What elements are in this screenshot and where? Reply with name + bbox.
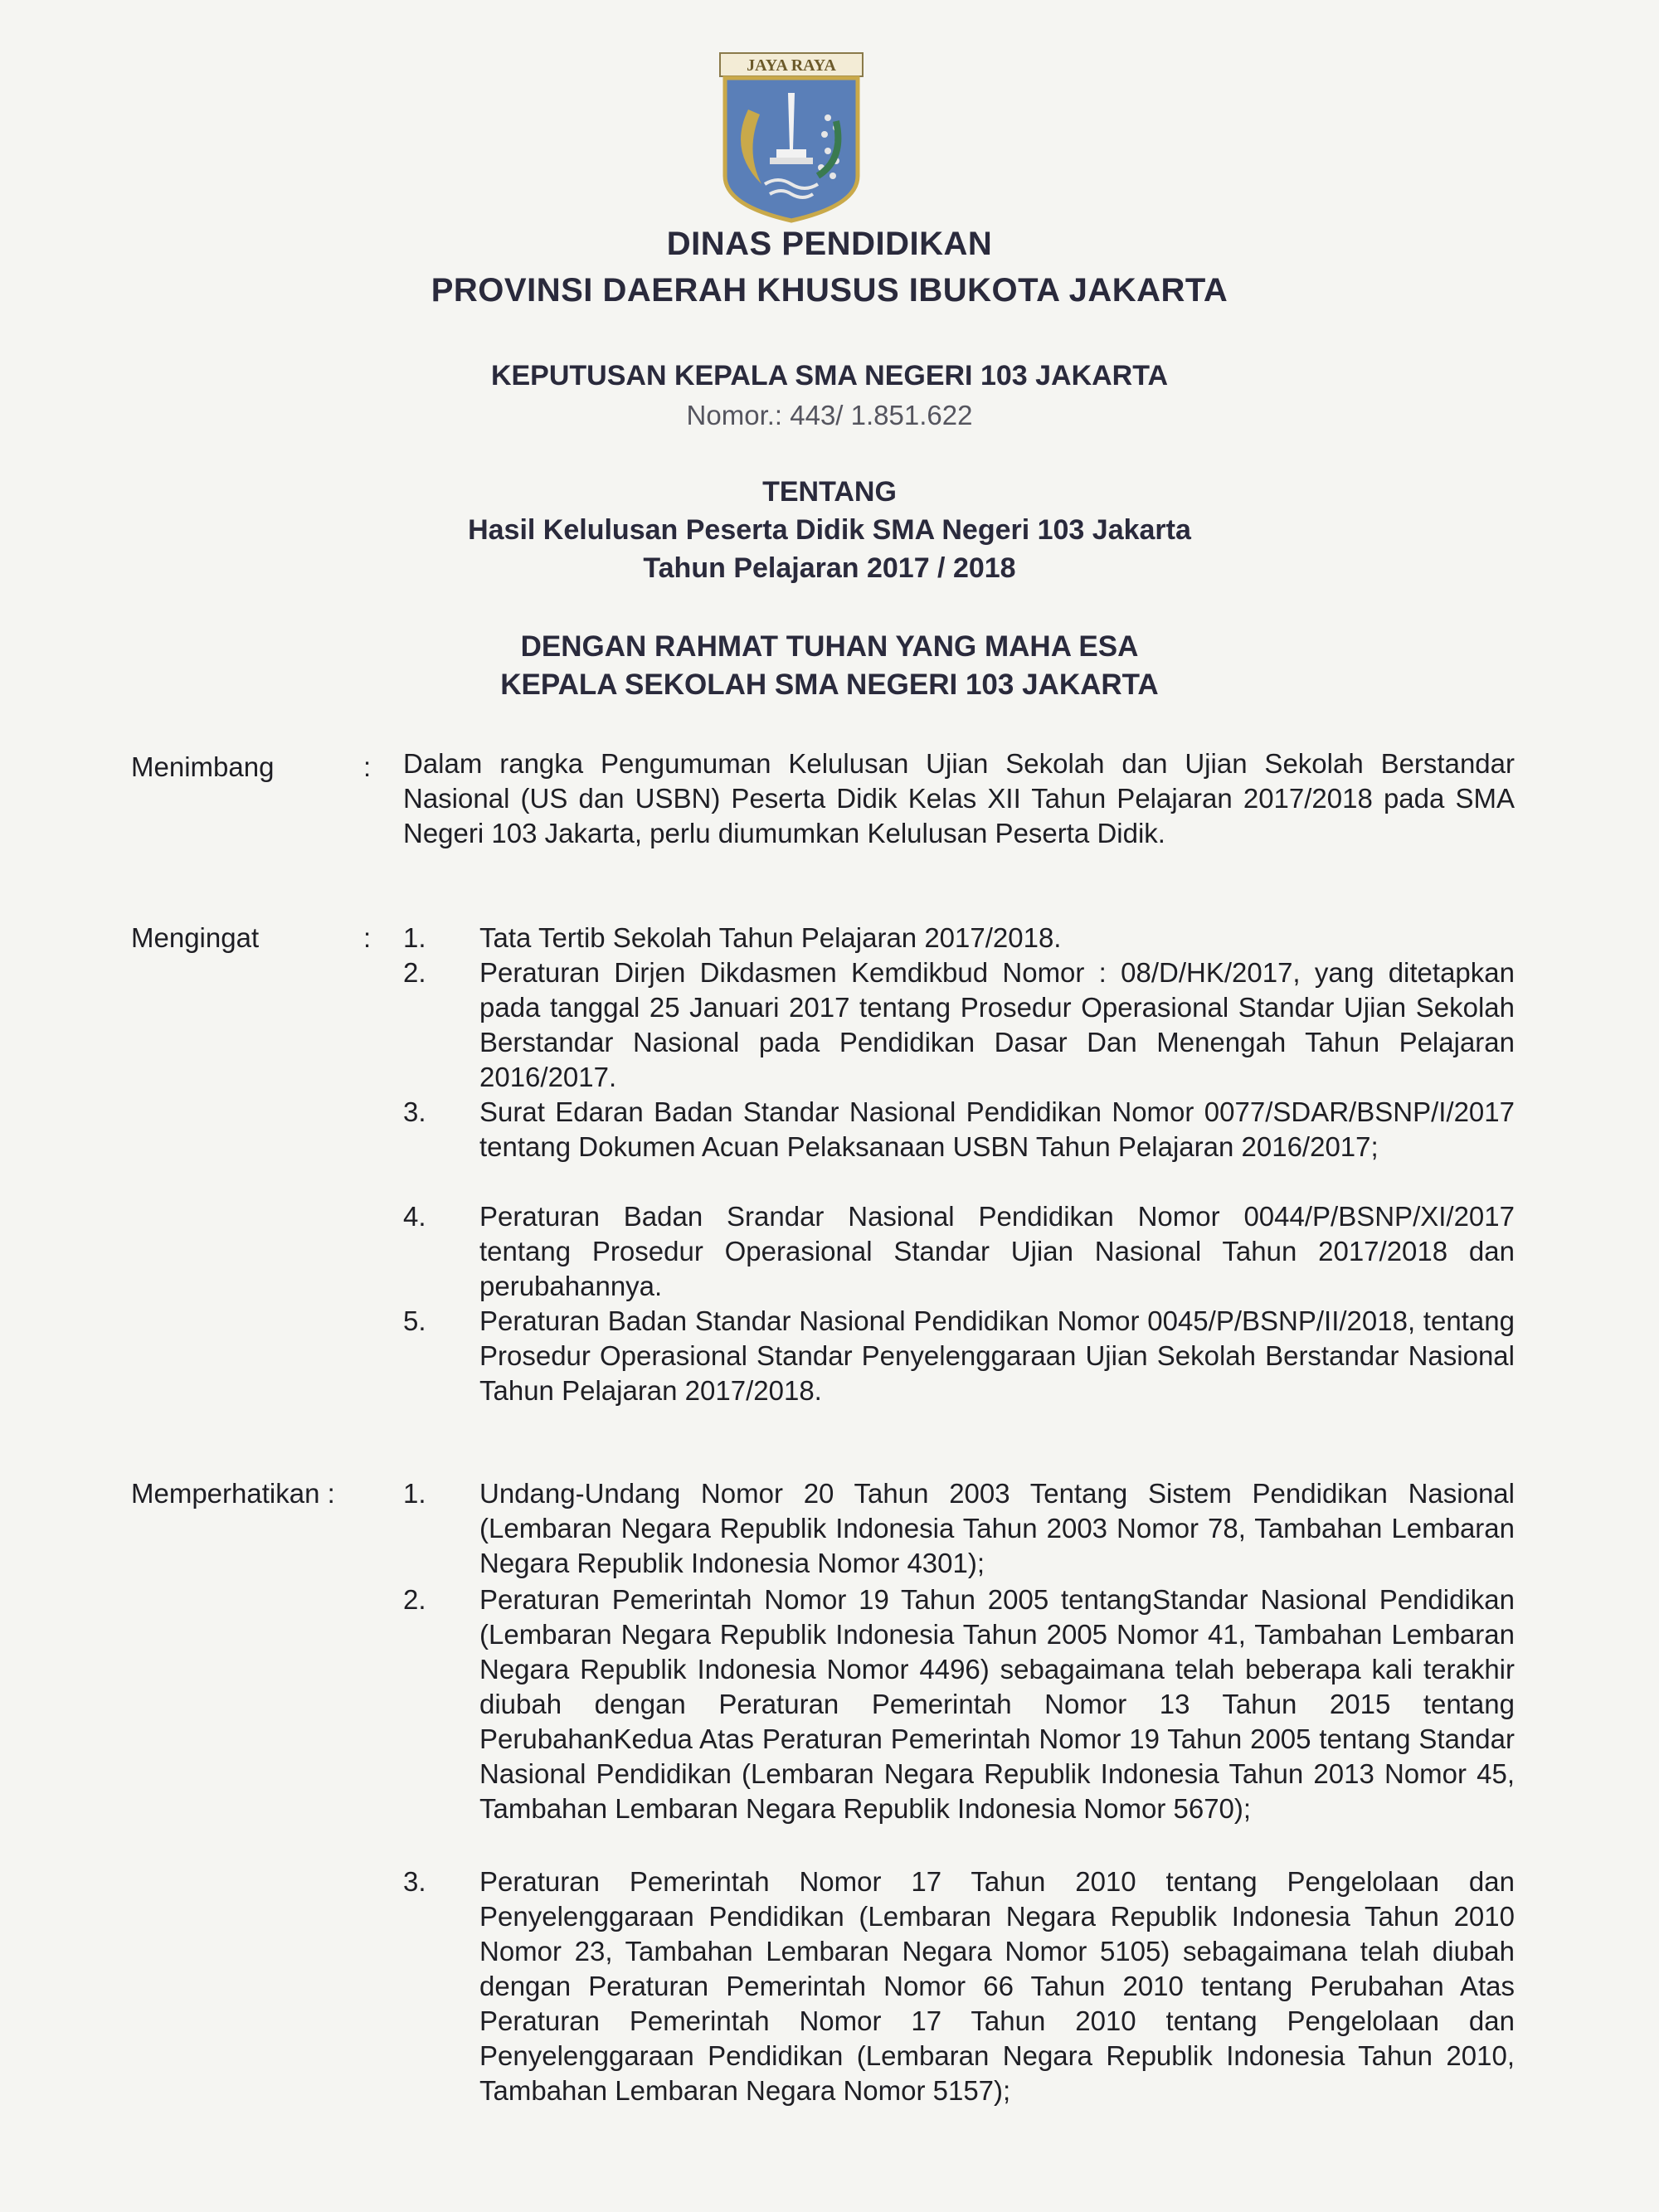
memperhatikan-item-1-number: 1. — [403, 1478, 426, 1509]
mengingat-item-3-text: Surat Edaran Badan Standar Nasional Pendidikan Nomor 0077/SDAR/BSNP/I/2017 tentang Dokumen Acuan Pelaksanaan USBN Tahun Pelajaran 2016/2017; — [479, 1096, 1515, 1162]
invocation-line1: DENGAN RAHMAT TUHAN YANG MAHA ESA — [520, 630, 1139, 663]
emblem-banner-text: JAYA RAYA — [747, 56, 836, 75]
mengingat-item-2-number: 2. — [403, 957, 426, 988]
decree-title: KEPUTUSAN KEPALA SMA NEGERI 103 JAKARTA — [490, 360, 1169, 391]
about-label: TENTANG — [762, 476, 897, 508]
mengingat-item-1-number: 1. — [403, 922, 426, 953]
mengingat-colon: : — [363, 922, 372, 953]
mengingat-item-4-text: Peraturan Badan Srandar Nasional Pendidikan Nomor 0044/P/BSNP/XI/2017 tentang Prosedur Operasional Standar Ujian Nasional Tahun 2017/2018 dan perubahannya. — [479, 1201, 1515, 1301]
agency-name-line2: PROVINSI DAERAH KHUSUS IBUKOTA JAKARTA — [431, 272, 1228, 309]
menimbang-label: Menimbang — [131, 751, 275, 782]
mengingat-item-1-text: Tata Tertib Sekolah Tahun Pelajaran 2017/2018. — [479, 922, 1062, 953]
menimbang-text: Dalam rangka Pengumuman Kelulusan Ujian Sekolah dan Ujian Sekolah Berstandar Nasional (US dan USBN) Peserta Didik Kelas XII Tahun Pelajaran 2017/2018 pada SMA Negeri 103 Jakarta, perlu diumumkan Kelulusan Peserta Didik. — [403, 748, 1515, 848]
invocation-line2: KEPALA SEKOLAH SMA NEGERI 103 JAKARTA — [500, 668, 1159, 701]
mengingat-item-3-number: 3. — [403, 1096, 426, 1127]
decree-number: Nomor.: 443/ 1.851.622 — [686, 400, 973, 430]
jakarta-emblem — [712, 51, 871, 224]
memperhatikan-item-3-number: 3. — [403, 1866, 426, 1897]
mengingat-item-5-number: 5. — [403, 1305, 426, 1336]
mengingat-item-4-number: 4. — [403, 1201, 426, 1232]
memperhatikan-item-2-text: Peraturan Pemerintah Nomor 19 Tahun 2005 tentangStandar Nasional Pendidikan (Lembaran Negara Republik Indonesia Tahun 2005 Nomor 41, Tambahan Lembaran Negara Republik Indonesia Nomor 4496) sebagaimana telah beberapa kali terakhir diubah dengan Peraturan Pemerintah Nomor 13 Tahun 2015 tentang PerubahanKedua Atas Peraturan Pemerintah Nomor 19 Tahun 2005 tentang Standar Nasional Pendidikan (Lembaran Negara Republik Indonesia Tahun 2013 Nomor 45, Tambahan Lembaran Negara Republik Indonesia Nomor 5670); — [479, 1584, 1515, 1824]
memperhatikan-item-1-text: Undang-Undang Nomor 20 Tahun 2003 Tentang Sistem Pendidikan Nasional (Lembaran Negara Republik Indonesia Tahun 2003 Nomor 78, Tambahan Lembaran Negara Republik Indonesia Nomor 4301); — [479, 1478, 1515, 1578]
memperhatikan-item-2-number: 2. — [403, 1584, 426, 1615]
mengingat-item-2-text: Peraturan Dirjen Dikdasmen Kemdikbud Nomor : 08/D/HK/2017, yang ditetapkan pada tanggal 25 Januari 2017 tentang Prosedur Operasional Standar Ujian Sekolah Berstandar Nasional pada Pendidikan Dasar Dan Menengah Tahun Pelajaran 2016/2017. — [479, 957, 1515, 1092]
menimbang-colon: : — [363, 751, 372, 782]
memperhatikan-item-3-text: Peraturan Pemerintah Nomor 17 Tahun 2010 tentang Pengelolaan dan Penyelenggaraan Pendidikan (Lembaran Negara Republik Indonesia Tahun 2010 Nomor 23, Tambahan Lembaran Negara Nomor 5105) sebagaimana telah diubah dengan Peraturan Pemerintah Nomor 66 Tahun 2010 tentang Perubahan Atas Peraturan Pemerintah Nomor 17 Tahun 2010 tentang Pengelolaan dan Penyelenggaraan Pendidikan (Lembaran Negara Republik Indonesia Tahun 2010, Tambahan Lembaran Negara Nomor 5157); — [479, 1866, 1515, 2106]
subject-line1: Hasil Kelulusan Peserta Didik SMA Negeri 103 Jakarta — [468, 514, 1191, 546]
mengingat-label: Mengingat — [131, 922, 260, 953]
subject-line2: Tahun Pelajaran 2017 / 2018 — [643, 552, 1016, 584]
agency-name-line1: DINAS PENDIDIKAN — [666, 226, 993, 262]
mengingat-item-5-text: Peraturan Badan Standar Nasional Pendidikan Nomor 0045/P/BSNP/II/2018, tentang Prosedur Operasional Standar Penyelenggaraan Ujian Sekolah Berstandar Nasional Tahun Pelajaran 2017/2018. — [479, 1305, 1515, 1406]
memperhatikan-label: Memperhatikan : — [131, 1478, 335, 1509]
